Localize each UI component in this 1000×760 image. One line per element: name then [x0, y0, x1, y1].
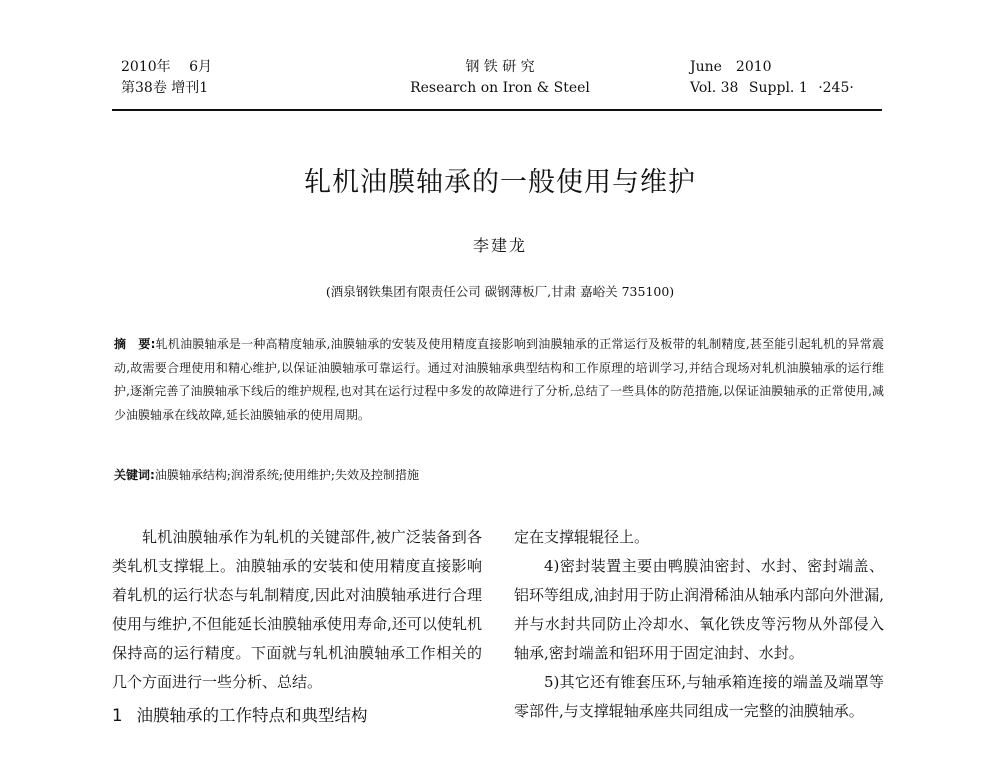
page-number: ·245· [818, 80, 854, 96]
abstract-label: 摘 要: [114, 337, 156, 351]
volume-en: Vol. 38 [690, 80, 739, 96]
section-heading [112, 701, 482, 730]
author-affiliation: (酒泉钢铁集团有限责任公司 碳钢薄板厂,甘肃 嘉峪关 735100) [325, 284, 675, 299]
abstract [114, 333, 884, 427]
body-column-right [514, 523, 884, 726]
issue-date-en: June 2010 [690, 59, 772, 75]
paragraph-item-4: 4)密封装置主要由鸭膜油密封、水封、密封端盖、铝环等组成,油封用于防止润滑稀油从轴承内部向外泄漏,并与水封共同防止冷却水、氧化铁皮等污物从外部侵入轴承,密封端盖和铝环用于固定油封、水封。 [514, 557, 884, 662]
journal-name-en: Research on Iron & Steel [410, 80, 590, 96]
section-title: 油膜轴承的工作特点和典型结构 [136, 706, 368, 725]
paper-title: 轧机油膜轴承的一般使用与维护 [304, 167, 696, 198]
abstract-text: 轧机油膜轴承是一种高精度轴承,油膜轴承的安装及使用精度直接影响到油膜轴承的正常运行及板带的轧制精度,甚至能引起轧机的异常震动,故需要合理使用和精心维护,以保证油膜轴承可靠运行。通过对油膜轴承典型结构和工作原理的培训学习,并结合现场对轧机油膜轴承的运行维护,逐渐完善了油膜轴承下线后的维护规程,也对其在运行过程中多发的故障进行了分析,总结了一些具体的防范措施,以保证油膜轴承的正常使用,减少油膜轴承在线故障,延长油膜轴承的使用周期。 [114, 337, 884, 422]
issue-date: 2010年 6月 [121, 59, 212, 75]
journal-date-volume-en [690, 57, 860, 99]
keywords-text: 油膜轴承结构;润滑系统;使用维护;失效及控制措施 [154, 468, 419, 482]
intro-paragraph: 轧机油膜轴承作为轧机的关键部件,被广泛装备到各类轧机支撑辊上。油膜轴承的安装和使用精度直接影响着轧机的运行状态与轧制精度,因此对油膜轴承进行合理使用与维护,不但能延长油膜轴承使用寿命,还可以使轧机保持高的运行精度。下面就与轧机油膜轴承工作相关的几个方面进行一些分析、总结。 [112, 528, 482, 691]
journal-name-cn: 钢 铁 研 究 [465, 59, 535, 75]
section-number: 1 [112, 706, 123, 725]
continued-line: 定在支撑辊辊径上。 [514, 528, 650, 546]
keywords-label: 关键词: [114, 468, 155, 482]
volume-supplement: 第38卷 增刊1 [121, 80, 209, 96]
journal-date-volume [121, 57, 212, 99]
body-column-left [112, 523, 482, 730]
journal-name [402, 57, 598, 99]
supplement-en: Suppl. 1 [748, 80, 808, 96]
paper-author: 李建龙 [472, 236, 527, 255]
paragraph-item-5: 5)其它还有锥套压环,与轴承箱连接的端盖及端罩等零部件,与支撑辊轴承座共同组成一完整的油膜轴承。 [514, 673, 884, 720]
keywords [114, 465, 884, 485]
header-rule [112, 109, 882, 111]
